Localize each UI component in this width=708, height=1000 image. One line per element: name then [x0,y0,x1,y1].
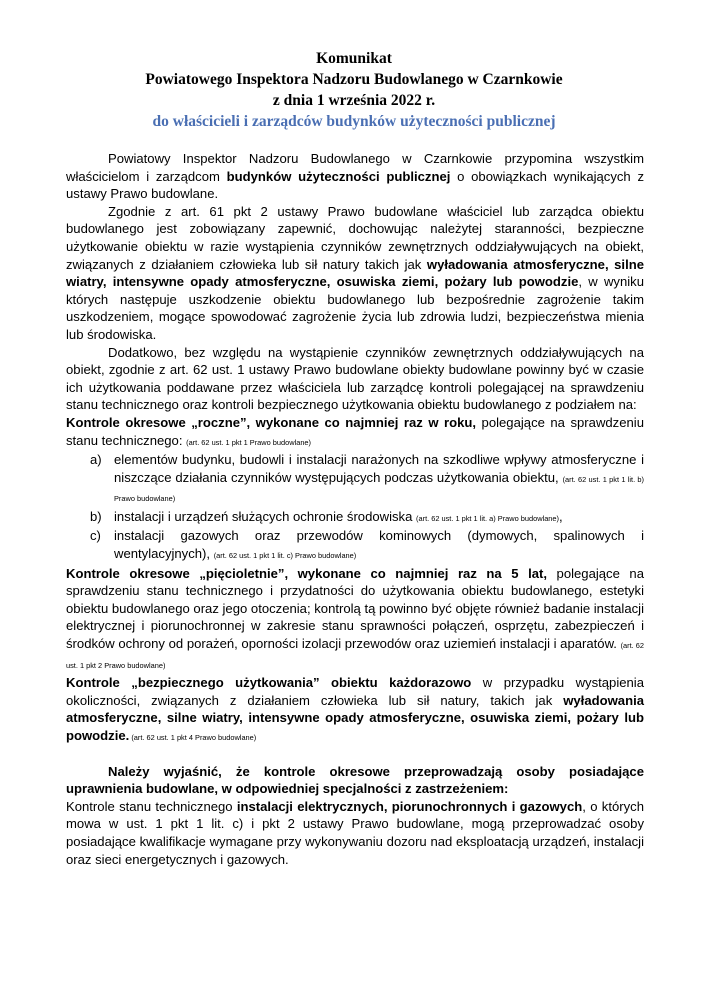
header-addressee: do właścicieli i zarządców budynków użyteczności publicznej [152,113,556,130]
legal-reference: (art. 62 ust. 1 pkt 1 lit. a) Prawo budowlane) [416,513,559,523]
paragraph-qualifications [66,763,644,798]
bold-span: Należy wyjaśnić, że kontrole okresowe przeprowadzają osoby posiadające uprawnienia budowlane, w odpowiedniej specjalności z zastrzeżeniem: [66,763,644,797]
document-body [66,150,644,868]
header-title: Komunikat [316,50,392,67]
text-span: o obowiązkach wynikających z ustawy Prawo budowlane. [66,168,645,202]
text-span: polegające na sprawdzeniu stanu technicznego i przydatności do użytkowania obiektu budowlanego, estetyki obiektu budowlanego oraz jego otoczenia; kontrolą tą powinno być objęte również badanie instalacji elektrycznej i piorunochronnej w zakresie stanu sprawności połączeń, osprzętu, zabezpieczeń i środków ochrony od porażeń, oporności izolacji przewodów oraz uziemień instalacji i aparatów. [66,565,644,652]
list-item [66,451,644,508]
list-item-text: elementów budynku, budowli i instalacji narażonych na szkodliwe wpływy atmosferyczne i niszczące działania czynników występujących podczas użytkowania obiektu, [114,452,644,485]
paragraph-intro [66,150,644,203]
paragraph-art61 [66,203,644,344]
paragraph-five-year [66,565,644,675]
annual-list [66,451,644,565]
list-marker: b) [90,508,102,524]
list-item [66,508,644,528]
bold-span: wyładowania atmosferyczne, silne wiatry, intensywne opady atmosferyczne, osuwiska ziemi, pożary lub powodzie. [66,692,644,743]
paragraph-installations [66,798,644,868]
header-date: z dnia 1 września 2022 r. [272,92,436,109]
list-item-tail: , [559,508,563,524]
bold-span: Kontrole „bezpiecznego użytkowania” obiektu każdorazowo [66,675,472,691]
legal-reference: (art. 62 ust. 1 pkt 4 Prawo budowlane) [129,733,257,742]
paragraph-annual [66,414,644,451]
bold-span: budynków użyteczności publicznej [226,168,451,184]
text-span: , o których mowa w ust. 1 pkt 1 lit. c) i pkt 2 ustawy Prawo budowlane, mogą przeprowadzać osoby posiadające kwalifikacje wymagane przy wykonywaniu dozoru nad eksploatacją urządzeń, instalacji oraz sieci energetycznych i gazowych. [66,798,644,867]
list-item [66,527,644,564]
text-span: w przypadku wystąpienia okoliczności, związanych z działaniem człowieka lub sił natury, takich jak [66,675,644,708]
bold-span: Kontrole okresowe „pięcioletnie”, wykonane co najmniej raz na 5 lat, [66,565,547,581]
text-span: , w wyniku których następuje uszkodzenie obiektu budowlanego lub bezpośrednie zagrożenie takim uszkodzeniem, mogące spowodować zagrożenie życia lub zdrowia ludzi, bezpieczeństwa mienia lub środowiska. [66,274,644,342]
text-span: polegające na sprawdzeniu stanu technicznego: [66,414,644,448]
legal-reference: (art. 62 ust. 1 pkt 1 lit. c) Prawo budowlane) [213,551,357,561]
list-item-text: instalacji i urządzeń służących ochronie środowiska [114,508,417,524]
paragraph-safe-use [66,674,644,746]
text-span: Zgodnie z art. 61 pkt 2 ustawy Prawo budowlane właściciel lub zarządca obiektu budowlanego jest zobowiązany zapewnić, dochowując należytej staranności, bezpieczne użytkowanie obiektu w razie wystąpienia czynników zewnętrznych oddziaływujących na obiekt, związanych z działaniem człowieka lub sił natury takich jak [66,203,644,272]
list-marker: a) [90,452,102,468]
bold-span: Kontrole okresowe „roczne”, wykonane co najmniej raz w roku, [66,414,477,430]
bold-span: instalacji elektrycznych, piorunochronnych i gazowych [236,798,583,814]
paragraph-art62 [66,344,644,414]
list-marker: c) [90,528,101,544]
list-item-text: instalacji gazowych oraz przewodów kominowych (dymowych, spalinowych i wentylacyjnych), [114,528,644,562]
text-span: Dodatkowo, bez względu na wystąpienie czynników zewnętrznych oddziaływujących na obiekt, zgodnie z art. 62 ust. 1 ustawy Prawo budowlane obiekty budowlane powinny być w czasie ich użytkowania poddawane przez właściciela lub zarządcę kontroli polegającej na sprawdzeniu stanu technicznego oraz kontroli bezpiecznego użytkowania obiektu budowlanego z podziałem na: [66,344,644,413]
legal-reference: (art. 62 ust. 1 pkt 1 Prawo budowlane) [186,437,311,447]
legal-reference: (art. 62 ust. 1 pkt 2 Prawo budowlane) [66,641,645,670]
spacer [66,747,644,763]
legal-reference: (art. 62 ust. 1 pkt 1 lit. b) Prawo budowlane) [114,474,644,504]
header-issuer: Powiatowego Inspektora Nadzoru Budowlanego w Czarnkowie [145,71,563,88]
text-span: Kontrole stanu technicznego [66,798,237,814]
bold-span: wyładowania atmosferyczne, silne wiatry, intensywne opady atmosferyczne, osuwiska ziemi, pożary lub powodzie [66,256,644,290]
text-span: Powiatowy Inspektor Nadzoru Budowlanego w Czarnkowie przypomina wszystkim właścicielom i zarządcom [66,151,644,184]
